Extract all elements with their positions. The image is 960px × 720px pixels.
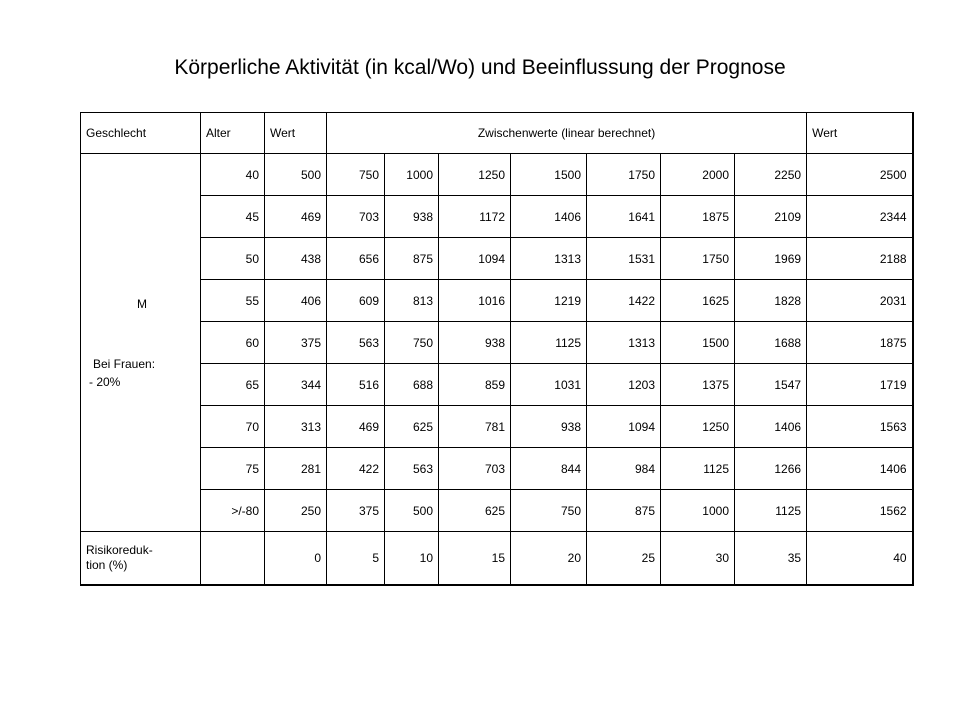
value-cell: 938 (511, 406, 587, 448)
value-cell: 422 (327, 448, 385, 490)
value-cell: 2000 (661, 154, 735, 196)
value-cell: 563 (327, 322, 385, 364)
value-cell: 1031 (511, 364, 587, 406)
header-alter: Alter (201, 113, 265, 154)
table-row (81, 196, 913, 238)
value-cell: 1500 (511, 154, 587, 196)
value-cell: 813 (385, 280, 439, 322)
risk-label-part1: Risikoreduk- (86, 543, 153, 557)
table-row (81, 238, 913, 280)
table-row (81, 322, 913, 364)
value-cell: 1547 (735, 364, 807, 406)
age-cell: 55 (201, 280, 265, 322)
risk-value-cell: 35 (735, 532, 807, 586)
value-cell: 469 (265, 196, 327, 238)
value-cell: 1422 (587, 280, 661, 322)
value-cell: 703 (327, 196, 385, 238)
value-cell: 500 (385, 490, 439, 532)
age-cell: 45 (201, 196, 265, 238)
value-cell: 625 (439, 490, 511, 532)
value-cell: 563 (385, 448, 439, 490)
value-cell: 375 (265, 322, 327, 364)
value-cell: 375 (327, 490, 385, 532)
value-cell: 1000 (385, 154, 439, 196)
value-cell: 609 (327, 280, 385, 322)
value-cell: 875 (587, 490, 661, 532)
value-cell: 1828 (735, 280, 807, 322)
risk-empty-cell (201, 532, 265, 586)
value-cell: 516 (327, 364, 385, 406)
value-cell: 1125 (735, 490, 807, 532)
age-cell: 65 (201, 364, 265, 406)
value-cell: 1250 (439, 154, 511, 196)
value-cell: 1750 (587, 154, 661, 196)
risk-label-part2: tion (%) (86, 558, 128, 572)
value-cell: 469 (327, 406, 385, 448)
value-cell: 781 (439, 406, 511, 448)
value-cell: 1750 (661, 238, 735, 280)
value-cell: 1406 (511, 196, 587, 238)
value-cell: 1500 (661, 322, 735, 364)
gender-note-line2: - 20% (89, 374, 121, 389)
value-cell: 1406 (735, 406, 807, 448)
value-cell: 1094 (439, 238, 511, 280)
value-cell: 703 (439, 448, 511, 490)
table-row (81, 364, 913, 406)
risk-value-cell: 0 (265, 532, 327, 586)
value-cell: 406 (265, 280, 327, 322)
gender-label: M (137, 296, 147, 311)
value-cell: 1375 (661, 364, 735, 406)
value-cell: 1641 (587, 196, 661, 238)
age-cell: 40 (201, 154, 265, 196)
value-cell: 1203 (587, 364, 661, 406)
value-cell: 1313 (587, 322, 661, 364)
risk-row (81, 532, 913, 586)
value-cell: 2188 (807, 238, 913, 280)
header-wert-right: Wert (807, 113, 913, 154)
value-cell: 875 (385, 238, 439, 280)
risk-value-cell: 40 (807, 532, 913, 586)
value-cell: 750 (327, 154, 385, 196)
value-cell: 1969 (735, 238, 807, 280)
value-cell: 1000 (661, 490, 735, 532)
risk-value-cell: 5 (327, 532, 385, 586)
value-cell: 625 (385, 406, 439, 448)
age-cell: >/-80 (201, 490, 265, 532)
value-cell: 1016 (439, 280, 511, 322)
value-cell: 750 (385, 322, 439, 364)
value-cell: 859 (439, 364, 511, 406)
value-cell: 1250 (661, 406, 735, 448)
activity-table (80, 112, 914, 586)
value-cell: 2109 (735, 196, 807, 238)
table-row (81, 154, 913, 196)
value-cell: 938 (439, 322, 511, 364)
header-zwischenwerte: Zwischenwerte (linear berechnet) (327, 113, 807, 154)
value-cell: 1563 (807, 406, 913, 448)
value-cell: 2031 (807, 280, 913, 322)
age-cell: 75 (201, 448, 265, 490)
risk-value-cell: 30 (661, 532, 735, 586)
header-wert-left: Wert (265, 113, 327, 154)
value-cell: 2500 (807, 154, 913, 196)
risk-value-cell: 25 (587, 532, 661, 586)
value-cell: 1688 (735, 322, 807, 364)
value-cell: 1406 (807, 448, 913, 490)
value-cell: 281 (265, 448, 327, 490)
value-cell: 1172 (439, 196, 511, 238)
value-cell: 1219 (511, 280, 587, 322)
value-cell: 688 (385, 364, 439, 406)
value-cell: 438 (265, 238, 327, 280)
value-cell: 938 (385, 196, 439, 238)
value-cell: 1719 (807, 364, 913, 406)
age-cell: 50 (201, 238, 265, 280)
value-cell: 656 (327, 238, 385, 280)
value-cell: 1125 (661, 448, 735, 490)
table-row (81, 406, 913, 448)
value-cell: 1875 (807, 322, 913, 364)
header-geschlecht: Geschlecht (81, 113, 201, 154)
gender-note-line1: Bei Frauen: (93, 356, 156, 371)
value-cell: 984 (587, 448, 661, 490)
value-cell: 2344 (807, 196, 913, 238)
value-cell: 500 (265, 154, 327, 196)
risk-value-cell: 10 (385, 532, 439, 586)
value-cell: 1266 (735, 448, 807, 490)
risk-value-cell: 20 (511, 532, 587, 586)
header-row (81, 113, 913, 154)
value-cell: 1094 (587, 406, 661, 448)
value-cell: 250 (265, 490, 327, 532)
value-cell: 2250 (735, 154, 807, 196)
age-cell: 70 (201, 406, 265, 448)
value-cell: 1562 (807, 490, 913, 532)
value-cell: 844 (511, 448, 587, 490)
value-cell: 750 (511, 490, 587, 532)
gender-cell (81, 154, 201, 532)
value-cell: 1625 (661, 280, 735, 322)
table-row (81, 490, 913, 532)
value-cell: 1531 (587, 238, 661, 280)
value-cell: 344 (265, 364, 327, 406)
value-cell: 313 (265, 406, 327, 448)
table-row (81, 448, 913, 490)
value-cell: 1313 (511, 238, 587, 280)
value-cell: 1125 (511, 322, 587, 364)
risk-value-cell: 15 (439, 532, 511, 586)
age-cell: 60 (201, 322, 265, 364)
value-cell: 1875 (661, 196, 735, 238)
table-row (81, 280, 913, 322)
page-title: Körperliche Aktivität (in kcal/Wo) und Beeinflussung der Prognose (174, 56, 786, 79)
risk-label (81, 532, 201, 586)
